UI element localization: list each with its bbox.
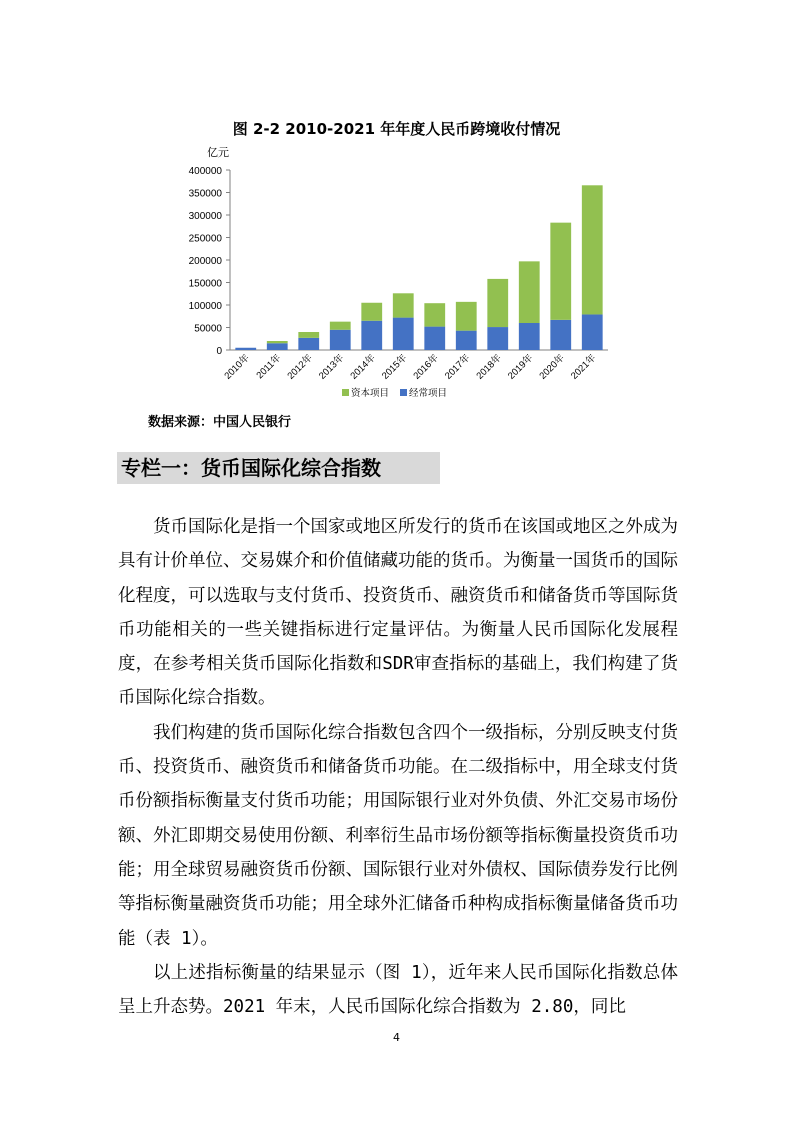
bar-segment bbox=[298, 332, 319, 338]
legend-label: 资本项目 bbox=[351, 388, 390, 399]
y-tick-label: 400000 bbox=[188, 166, 222, 177]
paragraph: 我们构建的货币国际化综合指数包含四个一级指标，分别反映支付货币、投资货币、融资货币和储备货币功能。在二级指标中，用全球支付货币份额指标衡量支付货币功能；用国际银行业对外负债、外汇交易市场份额、外汇即期交易使用份额、利率衍生品市场份额等指标衡量投资货币功能；用全球贸易融资货币份额、国际银行业对外债权、国际债券发行比例等指标衡量融资货币功能；用全球外汇储备币种构成指标衡量储备货币功能（表 1）。 bbox=[118, 722, 678, 949]
bar-segment bbox=[487, 327, 508, 350]
bar-segment bbox=[519, 323, 540, 350]
bar-segment bbox=[456, 302, 477, 331]
paragraph: 货币国际化是指一个国家或地区所发行的货币在该国或地区之外成为具有计价单位、交易媒介和价值储藏功能的货币。为衡量一国货币的国际化程度，可以选取与支付货币、投资货币、融资货币和储备货币等国际货币功能相关的一些关键指标进行定量评估。为衡量人民币国际化发展程度，在参考相关货币国际化指数和SDR审查指标的基础上，我们构建了货币国际化综合指数。 bbox=[118, 517, 678, 709]
legend-swatch bbox=[342, 389, 349, 396]
legend-swatch bbox=[400, 389, 407, 396]
y-axis-unit: 亿元 bbox=[207, 147, 229, 159]
y-tick-label: 0 bbox=[216, 346, 222, 357]
y-tick-label: 50000 bbox=[194, 323, 222, 335]
x-tick-label: 2011年 bbox=[254, 352, 284, 382]
x-tick-label: 2021年 bbox=[568, 352, 599, 382]
x-tick-label: 2010年 bbox=[222, 352, 252, 382]
bar-segment bbox=[519, 261, 540, 323]
bar-segment bbox=[424, 303, 445, 326]
x-tick-label: 2020年 bbox=[537, 352, 567, 382]
bar-segment bbox=[267, 343, 288, 350]
x-tick-label: 2014年 bbox=[348, 352, 378, 382]
bar-segment bbox=[487, 279, 508, 327]
x-tick-label: 2015年 bbox=[379, 352, 410, 382]
y-tick-label: 150000 bbox=[188, 278, 222, 290]
bar-segment bbox=[330, 322, 351, 330]
y-tick-label: 200000 bbox=[188, 256, 222, 267]
x-tick-label: 2017年 bbox=[442, 352, 473, 382]
bar-segment bbox=[235, 348, 256, 350]
bar-segment bbox=[456, 331, 477, 350]
bar-segment bbox=[582, 314, 603, 350]
bar-segment bbox=[393, 293, 414, 317]
x-tick-label: 2019年 bbox=[505, 352, 536, 382]
x-tick-label: 2016年 bbox=[411, 352, 441, 382]
bar-segment bbox=[298, 338, 319, 350]
bar-segment bbox=[361, 303, 382, 321]
bar-chart bbox=[170, 140, 620, 405]
y-tick-label: 100000 bbox=[188, 301, 222, 312]
y-tick-label: 350000 bbox=[188, 188, 222, 200]
y-tick-label: 250000 bbox=[188, 233, 222, 245]
bar-segment bbox=[330, 330, 351, 350]
data-source: 数据来源：中国人民银行 bbox=[148, 415, 292, 430]
bar-segment bbox=[550, 320, 571, 350]
body-text bbox=[118, 510, 678, 1024]
bar-segment bbox=[424, 327, 445, 350]
paragraph: 以上述指标衡量的结果显示（图 1），近年来人民币国际化指数总体呈上升态势。2021 年末，人民币国际化综合指数为 2.80，同比 bbox=[118, 962, 678, 1018]
section-heading: 专栏一：货币国际化综合指数 bbox=[117, 452, 440, 484]
bar-segment bbox=[393, 318, 414, 350]
figure-title: 图 2-2 2010-2021 年年度人民币跨境收付情况 bbox=[232, 120, 561, 138]
x-tick-label: 2013年 bbox=[316, 352, 347, 382]
x-tick-label: 2012年 bbox=[285, 352, 315, 382]
x-tick-label: 2018年 bbox=[474, 352, 504, 382]
bar-segment bbox=[582, 185, 603, 314]
bar-segment bbox=[550, 223, 571, 320]
bar-segment bbox=[361, 321, 382, 350]
bar-segment bbox=[267, 341, 288, 343]
page-number: 4 bbox=[393, 1031, 400, 1044]
legend-label: 经常项目 bbox=[409, 388, 448, 399]
y-tick-label: 300000 bbox=[188, 211, 222, 222]
